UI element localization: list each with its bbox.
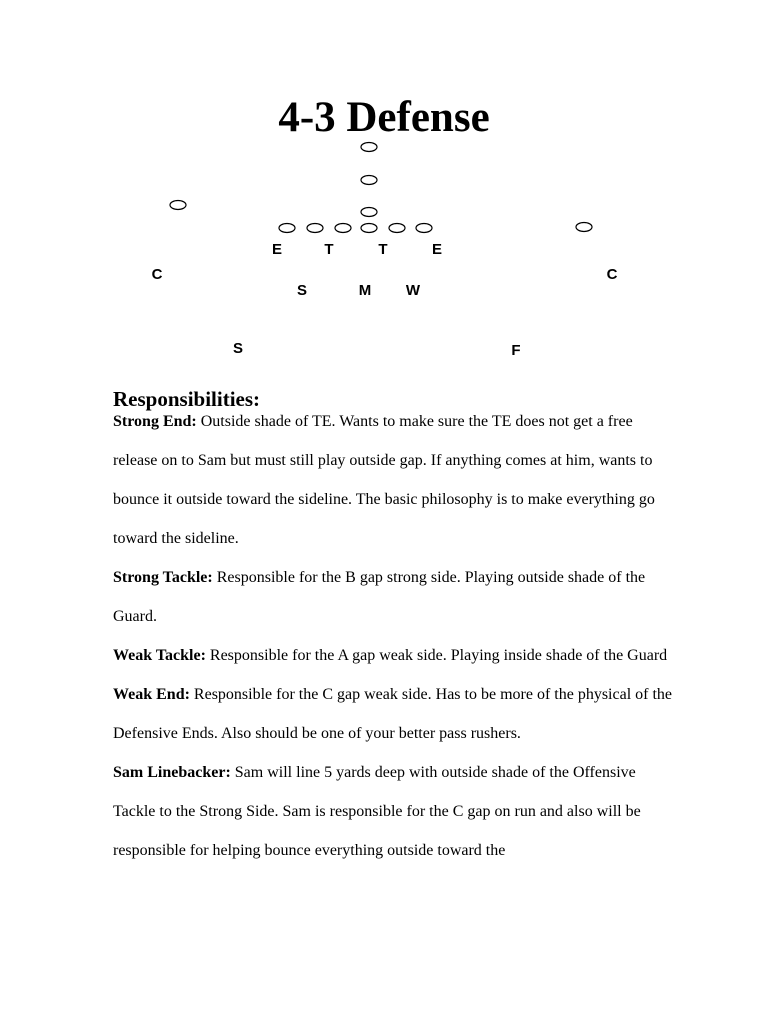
responsibility-text: Responsible for the B gap strong side. Playing outside shade of the Guard. <box>113 569 646 625</box>
formation-diagram <box>0 0 768 380</box>
responsibility-text: Outside shade of TE. Wants to make sure the TE does not get a free release on to Sam but must still play outside gap. If anything comes at him, wants to bounce it outside toward the sideline. The basic philosophy is to make everything go toward the sideline. <box>113 413 655 547</box>
offense-center-marker <box>361 224 377 233</box>
offense-lineman-marker <box>279 224 295 233</box>
offense-wide-receiver-right-marker <box>576 223 592 232</box>
defensive-tackle-right-label: T <box>378 241 388 258</box>
offense-lineman-marker <box>416 224 432 233</box>
mike-linebacker-label: M <box>358 282 372 299</box>
defensive-end-left-label: E <box>271 241 283 258</box>
offense-back-marker <box>361 176 377 185</box>
responsibility-text: Responsible for the A gap weak side. Playing inside shade of the Guard <box>205 647 668 664</box>
responsibilities-list <box>113 402 673 870</box>
responsibility-strong-tackle <box>113 558 673 636</box>
responsibility-text: Responsible for the C gap weak side. Has to be more of the physical of the Defensive Ends. Also should be one of your better pass rushers. <box>113 686 673 742</box>
offense-qb-deep-marker <box>361 143 377 152</box>
will-linebacker-label: W <box>405 282 421 299</box>
offense-wide-receiver-left-marker <box>170 201 186 210</box>
offense-lineman-marker <box>335 224 351 233</box>
page-title: 4-3 Defense <box>278 94 490 141</box>
offense-lineman-marker <box>389 224 405 233</box>
free-safety-label: F <box>511 342 521 359</box>
strong-safety-label: S <box>232 340 244 357</box>
responsibility-term: Strong End: <box>113 413 197 430</box>
responsibility-term: Strong Tackle: <box>113 569 213 586</box>
responsibilities-heading: Responsibilities: <box>113 387 261 411</box>
responsibility-text: Sam will line 5 yards deep with outside shade of the Offensive Tackle to the Strong Side. Sam is responsible for the C gap on run and also will be responsible for helping bounce everything outside toward the <box>113 764 641 859</box>
responsibility-term: Weak Tackle: <box>113 647 206 664</box>
defensive-end-right-label: E <box>431 241 443 258</box>
responsibility-weak-tackle <box>113 636 673 675</box>
responsibility-sam-linebacker <box>113 753 673 870</box>
responsibility-weak-end <box>113 675 673 753</box>
responsibility-strong-end <box>113 402 673 558</box>
responsibility-term: Weak End: <box>113 686 190 703</box>
offense-qb-marker <box>361 208 377 217</box>
responsibility-term: Sam Linebacker: <box>113 764 231 781</box>
defensive-tackle-left-label: T <box>324 241 334 258</box>
cornerback-right-label: C <box>606 266 618 283</box>
cornerback-left-label: C <box>151 266 163 283</box>
sam-linebacker-label: S <box>296 282 308 299</box>
offense-lineman-marker <box>307 224 323 233</box>
